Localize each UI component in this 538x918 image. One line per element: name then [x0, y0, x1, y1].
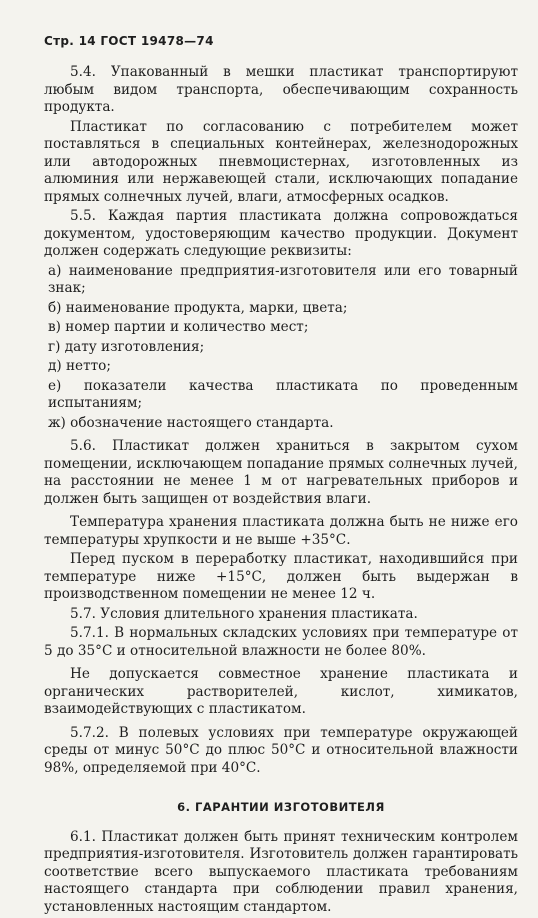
paragraph-5-7-2: 5.7.2. В полевых условиях при температуре окружающей среды от минус 50°С до плюс 50°С и относительной влажности 98%, определяемой при 40°С. — [44, 724, 518, 776]
paragraph-5-4-containers: Пластикат по согласованию с потребителем может поставляться в специальных контейнерах, железнодорожных или автодорожных пневмоцистернах, изготовленных из алюминия или нержавеющей стали, исключающих попадание прямых солнечных лучей, влаги, атмосферных осадков. — [44, 118, 518, 205]
requisite-item: ж) обозначение настоящего стандарта. — [48, 414, 334, 431]
paragraph-5-4: 5.4. Упакованный в мешки пластикат транспортируют любым видом транспорта, обеспечивающим сохранность продукта. — [44, 64, 518, 115]
requisite-item: д) нетто; — [48, 358, 111, 374]
document-body — [44, 64, 518, 918]
requisite-item: а) наименование предприятия-изготовителя или его товарный знак; — [48, 262, 518, 296]
paragraph-5-5: 5.5. Каждая партия пластиката должна сопровождаться документом, удостоверяющим качество продукции. Документ должен содержать следующие реквизиты: — [44, 208, 518, 259]
requisite-item: е) показатели качества пластиката по проведенным испытаниям; — [48, 377, 518, 411]
paragraph-5-6-temperature: Температура хранения пластиката должна быть не ниже его температуры хрупкости и не выше +35°С. — [44, 514, 518, 548]
paragraph-5-7-1-restriction: Не допускается совместное хранение пластиката и органических растворителей, кислот, химикатов, взаимодействующих с пластикатом. — [44, 666, 518, 717]
paragraph-5-7-1: 5.7.1. В нормальных складских условиях при температуре от 5 до 35°С и относительной влажности не более 80%. — [44, 625, 518, 659]
page-header: Стр. 14 ГОСТ 19478—74 — [44, 34, 214, 48]
paragraph-5-6: 5.6. Пластикат должен храниться в закрытом сухом помещении, исключающем попадание прямых солнечных лучей, на расстоянии не менее 1 м от нагревательных приборов и должен быть защищен от воздействия влаги. — [44, 438, 518, 507]
section-title: 6. ГАРАНТИИ ИЗГОТОВИТЕЛЯ — [177, 800, 385, 814]
paragraph-6-1: 6.1. Пластикат должен быть принят техническим контролем предприятия-изготовителя. Изготовитель должен гарантировать соответствие всего выпускаемого пластиката требованиям настоящего стандарта при соблюдении правил хранения, установленных настоящим стандартом. — [44, 828, 518, 915]
paragraph-5-6-processing: Перед пуском в переработку пластикат, находившийся при температуре ниже +15°С, должен быть выдержан в производственном помещении не менее 12 ч. — [44, 551, 518, 602]
paragraph-5-7: 5.7. Условия длительного хранения пластиката. — [70, 605, 418, 622]
requisite-item: г) дату изготовления; — [48, 338, 205, 355]
requisite-item: в) номер партии и количество мест; — [48, 319, 309, 335]
requisite-item: б) наименование продукта, марки, цвета; — [48, 299, 348, 316]
